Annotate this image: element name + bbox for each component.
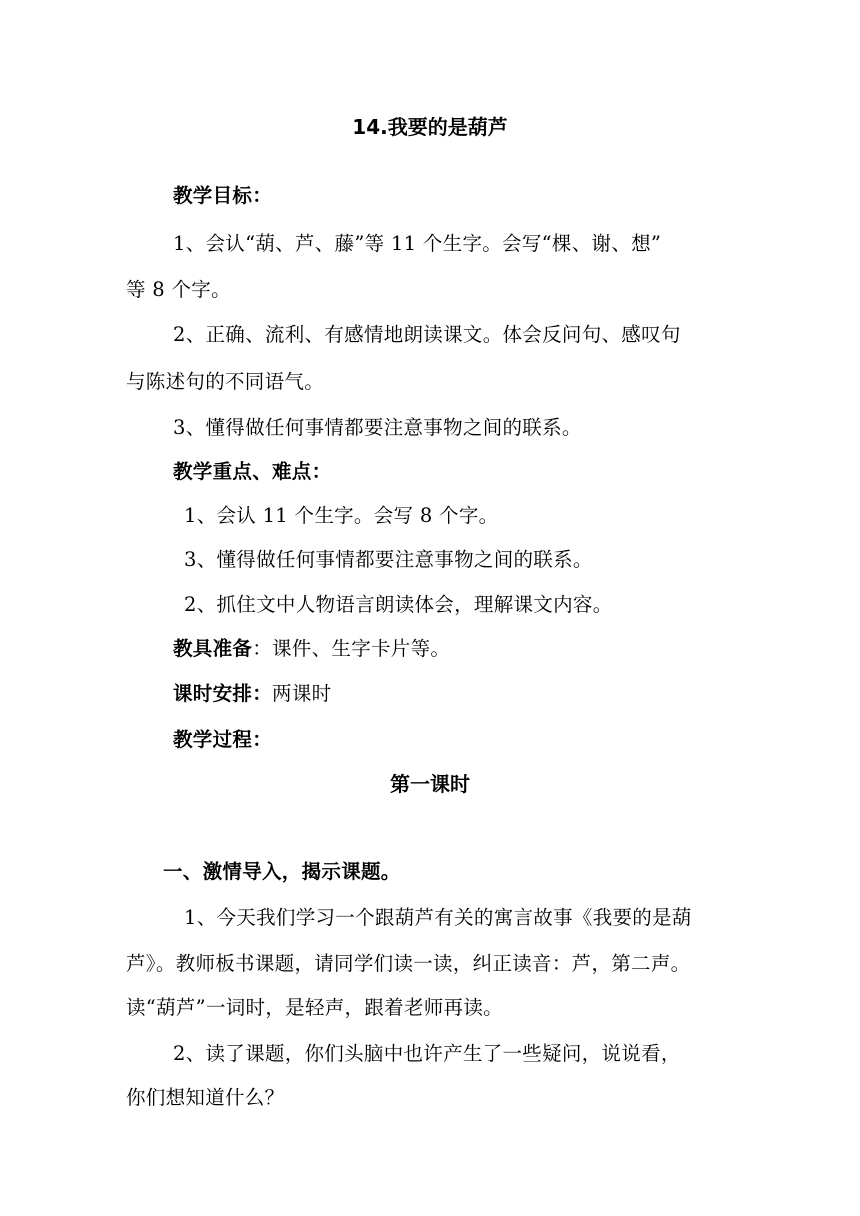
key-point-item-3: 2、抓住文中人物语言朗读体会，理解课文内容。 <box>184 593 613 616</box>
goal-item-3: 3、懂得做任何事情都要注意事物之间的联系。 <box>173 416 582 439</box>
key-point-item-1: 1、会认 11 个生字。会写 8 个字。 <box>184 504 499 527</box>
section-1-heading: 一、激情导入，揭示课题。 <box>163 860 401 883</box>
schedule-line <box>173 682 331 706</box>
goals-heading: 教学目标： <box>173 184 273 207</box>
paragraph-2-line-2: 你们想知道什么？ <box>126 1086 285 1109</box>
goal-item-2-line-2: 与陈述句的不同语气。 <box>126 370 325 393</box>
paragraph-1-line-2: 芦》。教师板书课题，请同学们读一读，纠正读音：芦，第二声。 <box>126 952 691 975</box>
process-heading: 教学过程： <box>173 728 273 751</box>
schedule-label: 课时安排： <box>173 682 273 705</box>
materials-line <box>173 637 450 661</box>
paragraph-1-line-3: 读“葫芦”一词时，是轻声，跟着老师再读。 <box>126 996 503 1019</box>
goal-item-1-line-2: 等 8 个字。 <box>126 278 231 301</box>
key-point-item-2: 3、懂得做任何事情都要注意事物之间的联系。 <box>184 548 593 571</box>
schedule-text: 两课时 <box>272 682 332 705</box>
key-points-heading: 教学重点、难点： <box>173 460 332 483</box>
materials-text: ：课件、生字卡片等。 <box>252 637 451 660</box>
lesson-title: 第一课时 <box>390 772 470 796</box>
materials-label: 教具准备 <box>173 637 253 660</box>
document-title: 14.我要的是葫芦 <box>352 115 508 139</box>
goal-item-2-line-1: 2、正确、流利、有感情地朗读课文。体会反问句、感叹句 <box>173 323 681 346</box>
goal-item-1-line-1: 1、会认“葫、芦、藤”等 11 个生字。会写“棵、谢、想” <box>173 232 662 255</box>
paragraph-2-line-1: 2、读了课题，你们头脑中也许产生了一些疑问，说说看， <box>173 1042 681 1065</box>
paragraph-1-line-1: 1、今天我们学习一个跟葫芦有关的寓言故事《我要的是葫 <box>184 906 692 929</box>
